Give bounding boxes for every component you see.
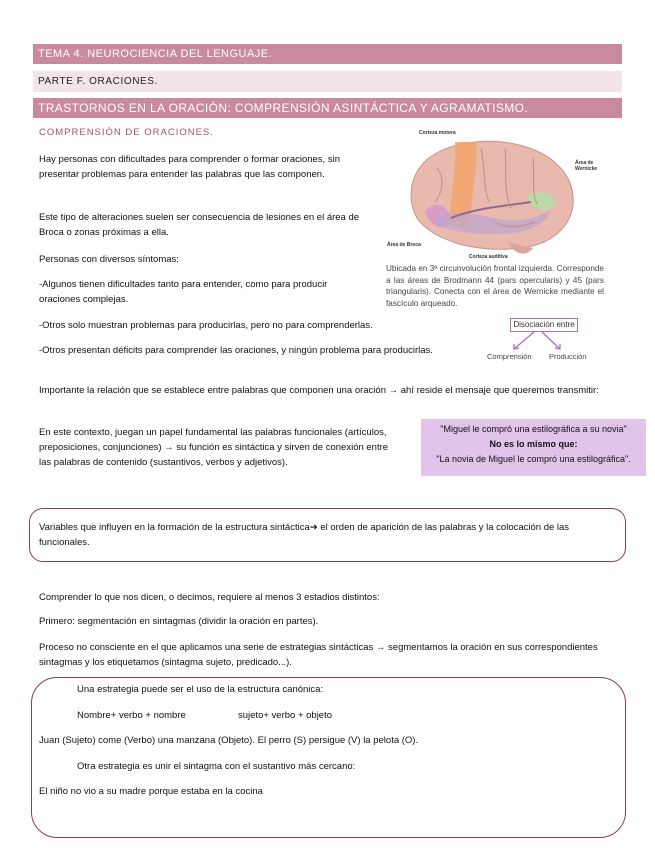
quote-line-1: "Miguel le compró una estilográfica a su novia" <box>440 424 627 434</box>
paragraph-9: Comprender lo que nos dicen, o decimos, requiere al menos 3 estadios distintos: <box>39 592 380 603</box>
paragraph-11: Proceso no consciente en el que aplicamos una serie de estrategias sintácticas → segmentamos la oración en sus correspondientes sintagmas y los etiquetamos (sintagma sujeto, predicado...). <box>39 642 598 668</box>
figure-caption: Ubicada en 3ª circunvolución frontal izquierda. Corresponde a las áreas de Brodmann 44 (pars opercularis) y 45 (pars triangularis). Conecta con el área de Wernicke mediante el fascículo arqueado. <box>386 264 604 308</box>
strategy-line-2a: Nombre+ verbo + nombre <box>77 710 186 721</box>
diagram-produccion: Producción <box>549 352 587 361</box>
paragraph-7: Importante la relación que se establece entre palabras que componen una oración → ahí reside el mensaje que queremos transmitir: <box>39 385 599 396</box>
section-header: TRASTORNOS EN LA ORACIÓN: COMPRENSIÓN ASINTÁCTICA Y AGRAMATISMO. <box>33 98 622 118</box>
strategy-line-4: Otra estrategia es unir el sintagma con el sustantivo más cercano: <box>77 761 356 772</box>
label-corteza-motora: Corteza motora <box>419 130 456 136</box>
diagram-comprension: Comprensión <box>487 352 532 361</box>
parte-header: PARTE F. ORACIONES. <box>33 71 622 92</box>
label-area-wernicke: Área de Wernicke <box>575 160 598 172</box>
variables-text: Variables que influyen en la formación de la estructura sintáctica➔ el orden de aparición de las palabras y la colocación de las funcionales. <box>39 522 570 548</box>
label-corteza-auditiva: Corteza auditiva <box>469 254 508 260</box>
quote-box <box>421 419 646 476</box>
brain-figure <box>385 126 600 262</box>
label-area-broca: Área de Broca <box>387 242 421 248</box>
paragraph-6: -Otros presentan déficits para comprender las oraciones, y ningún problema para producirlas. <box>39 345 433 356</box>
paragraph-2: Este tipo de alteraciones suelen ser consecuencia de lesiones en el área de Broca o zonas próximas a ella. <box>39 212 360 238</box>
section-subtitle: COMPRENSIÓN DE ORACIONES. <box>39 127 214 138</box>
paragraph-8: En este contexto, juegan un papel fundamental las palabras funcionales (artículos, preposiciones, conjunciones) → su función es sintáctica y sirven de conexión entre las palabras de contenido (sustantivos, verbos y adjetivos). <box>39 427 389 468</box>
paragraph-4: -Algunos tienen dificultades tanto para entender, como para producir oraciones complejas. <box>39 279 328 305</box>
quote-line-3: "La novia de Miguel le compró una estilográfica". <box>436 454 631 464</box>
strategy-line-2b: sujeto+ verbo + objeto <box>238 710 333 721</box>
strategy-line-3: Juan (Sujeto) come (Verbo) una manzana (Objeto). El perro (S) persigue (V) la pelota (O). <box>39 735 419 746</box>
strategy-box <box>31 677 626 838</box>
strategy-line-5: El niño no vio a su madre porque estaba en la cocina <box>39 786 263 797</box>
tema-header: TEMA 4. NEUROCIENCIA DEL LENGUAJE. <box>33 44 622 64</box>
paragraph-5: -Otros solo muestran problemas para producirlas, pero no para comprenderlas. <box>39 320 373 331</box>
disociacion-arrows <box>500 331 580 353</box>
disociacion-box: Disociación entre <box>510 318 578 332</box>
paragraph-10: Primero: segmentación en sintagmas (dividir la oración en partes). <box>39 616 319 627</box>
paragraph-3: Personas con diversos síntomas: <box>39 254 179 265</box>
strategy-line-1: Una estrategia puede ser el uso de la estructura canónica: <box>77 684 324 695</box>
quote-line-2: No es lo mismo que: <box>489 439 578 449</box>
paragraph-1: Hay personas con dificultades para comprender o formar oraciones, sin presentar problemas para entender las palabras que las componen. <box>39 154 340 180</box>
